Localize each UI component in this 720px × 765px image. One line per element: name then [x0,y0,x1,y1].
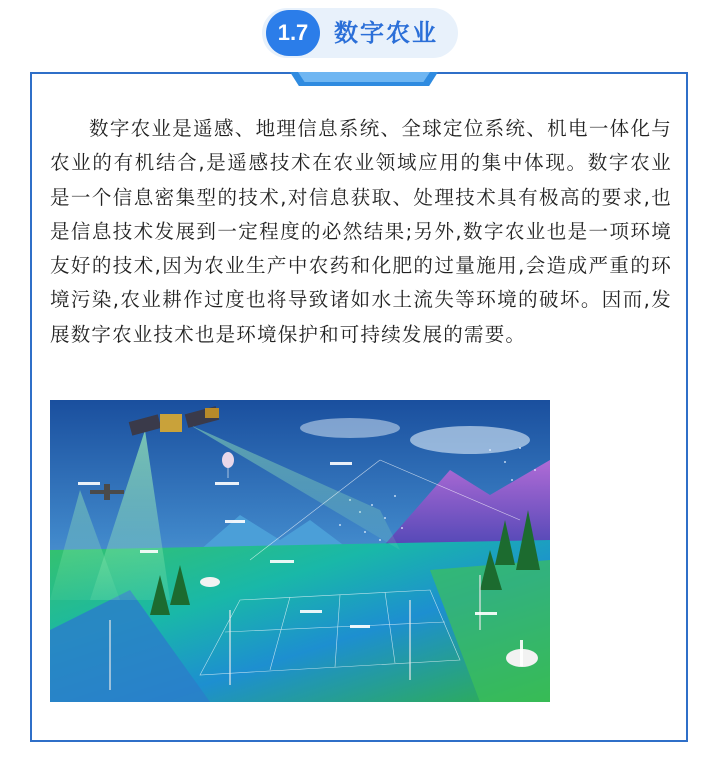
frame-tab-notch-highlight [298,72,430,82]
section-title: 数字农业 [334,19,438,47]
digital-agriculture-illustration [50,400,550,702]
body-paragraph: 数字农业是遥感、地理信息系统、全球定位系统、机电一体化与农业的有机结合,是遥感技术在农业领域应用的集中体现。数字农业是一个信息密集型的技术,对信息获取、处理技术具有极高的要求,也是信息技术发展到一定程度的必然结果;另外,数字农业也是一项环境友好的技术,因为农业生产中农药和化肥的过量施用,会造成严重的环境污染,农业耕作过度也将导致诸如水土流失等环境的破坏。因而,发展数字农业技术也是环境保护和可持续发展的需要。 [50,117,672,346]
section-number-badge: 1.7 [266,10,320,56]
